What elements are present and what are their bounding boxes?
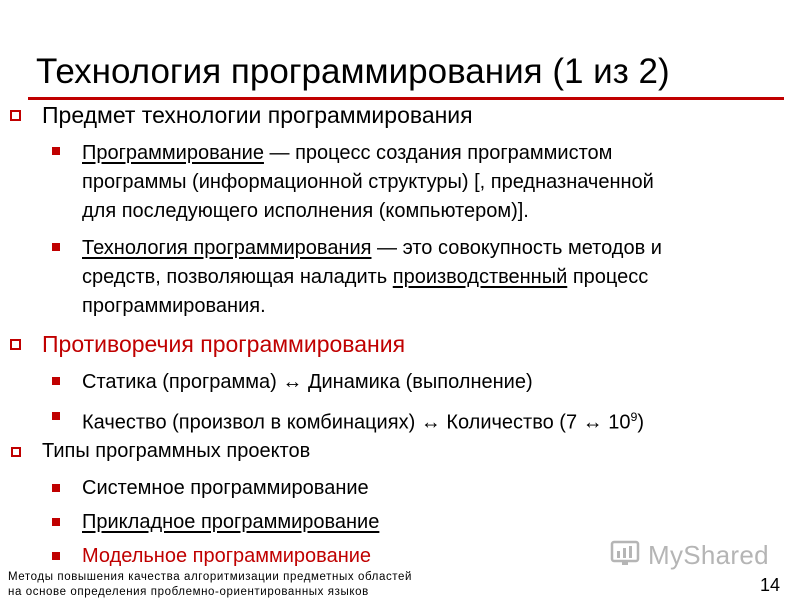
section-heading-contradictions: Противоречия программирования bbox=[42, 331, 406, 357]
square-bullet-icon bbox=[52, 377, 60, 385]
definition-text: программы (информационной структуры) [, предназначенной bbox=[82, 171, 654, 193]
definition-text: — процесс создания программистом bbox=[263, 142, 613, 164]
contradiction-left: Качество (произвол в комбинациях) bbox=[82, 411, 421, 434]
term-production: производственный bbox=[392, 266, 568, 288]
contradiction-left: Статика (программа) bbox=[82, 371, 283, 393]
section-heading-project-types: Типы программных проектов bbox=[42, 440, 311, 462]
double-arrow-icon: ↔ bbox=[282, 371, 303, 393]
footer-caption bbox=[8, 570, 412, 600]
hollow-square-bullet-icon bbox=[10, 110, 21, 121]
slide-title: Технология программирования (1 из 2) bbox=[36, 52, 670, 91]
contradiction-quality-quantity bbox=[82, 403, 644, 438]
term-programming: Программирование bbox=[82, 142, 264, 164]
term-programming-technology: Технология программирования bbox=[82, 237, 372, 259]
contradiction-right: Количество (7 bbox=[440, 411, 583, 434]
definition-text: для последующего исполнения (компьютером)]. bbox=[82, 200, 529, 222]
double-arrow-icon: ↔ bbox=[582, 411, 603, 434]
footer-line: на основе определения проблемно-ориентированных языков bbox=[8, 586, 369, 598]
page-number: 14 bbox=[760, 575, 781, 595]
project-type-model: Модельное программирование bbox=[82, 545, 372, 567]
exponent: 9 bbox=[630, 410, 638, 424]
square-bullet-icon bbox=[52, 552, 60, 560]
definition-technology bbox=[82, 234, 798, 321]
definition-programming bbox=[82, 139, 798, 226]
closing-paren: ) bbox=[637, 411, 645, 434]
square-bullet-icon bbox=[52, 484, 60, 492]
square-bullet-icon bbox=[52, 147, 60, 155]
definition-text: средств, позволяющая наладить bbox=[82, 266, 393, 288]
contradiction-static-dynamic bbox=[82, 368, 533, 397]
contradiction-right: Динамика (выполнение) bbox=[302, 371, 533, 393]
watermark bbox=[610, 538, 770, 572]
section-heading-subject: Предмет технологии программирования bbox=[42, 102, 473, 128]
footer-line: Методы повышения качества алгоритмизации предметных областей bbox=[8, 571, 413, 583]
definition-text: программирования. bbox=[82, 295, 266, 317]
watermark-text: MyShared bbox=[648, 540, 769, 570]
project-type-system: Системное программирование bbox=[82, 477, 369, 499]
square-bullet-icon bbox=[52, 412, 60, 420]
title-underline-rule bbox=[28, 97, 784, 100]
number-base: 10 bbox=[602, 411, 631, 434]
project-type-applied: Прикладное программирование bbox=[82, 511, 380, 533]
definition-text: — это совокупность методов и bbox=[371, 237, 662, 259]
square-bullet-icon bbox=[52, 518, 60, 526]
hollow-square-bullet-icon bbox=[11, 447, 21, 457]
definition-text: процесс bbox=[567, 266, 649, 288]
double-arrow-icon: ↔ bbox=[420, 411, 441, 434]
square-bullet-icon bbox=[52, 243, 60, 251]
myshared-logo-icon bbox=[610, 539, 640, 567]
hollow-square-bullet-icon bbox=[10, 339, 21, 350]
